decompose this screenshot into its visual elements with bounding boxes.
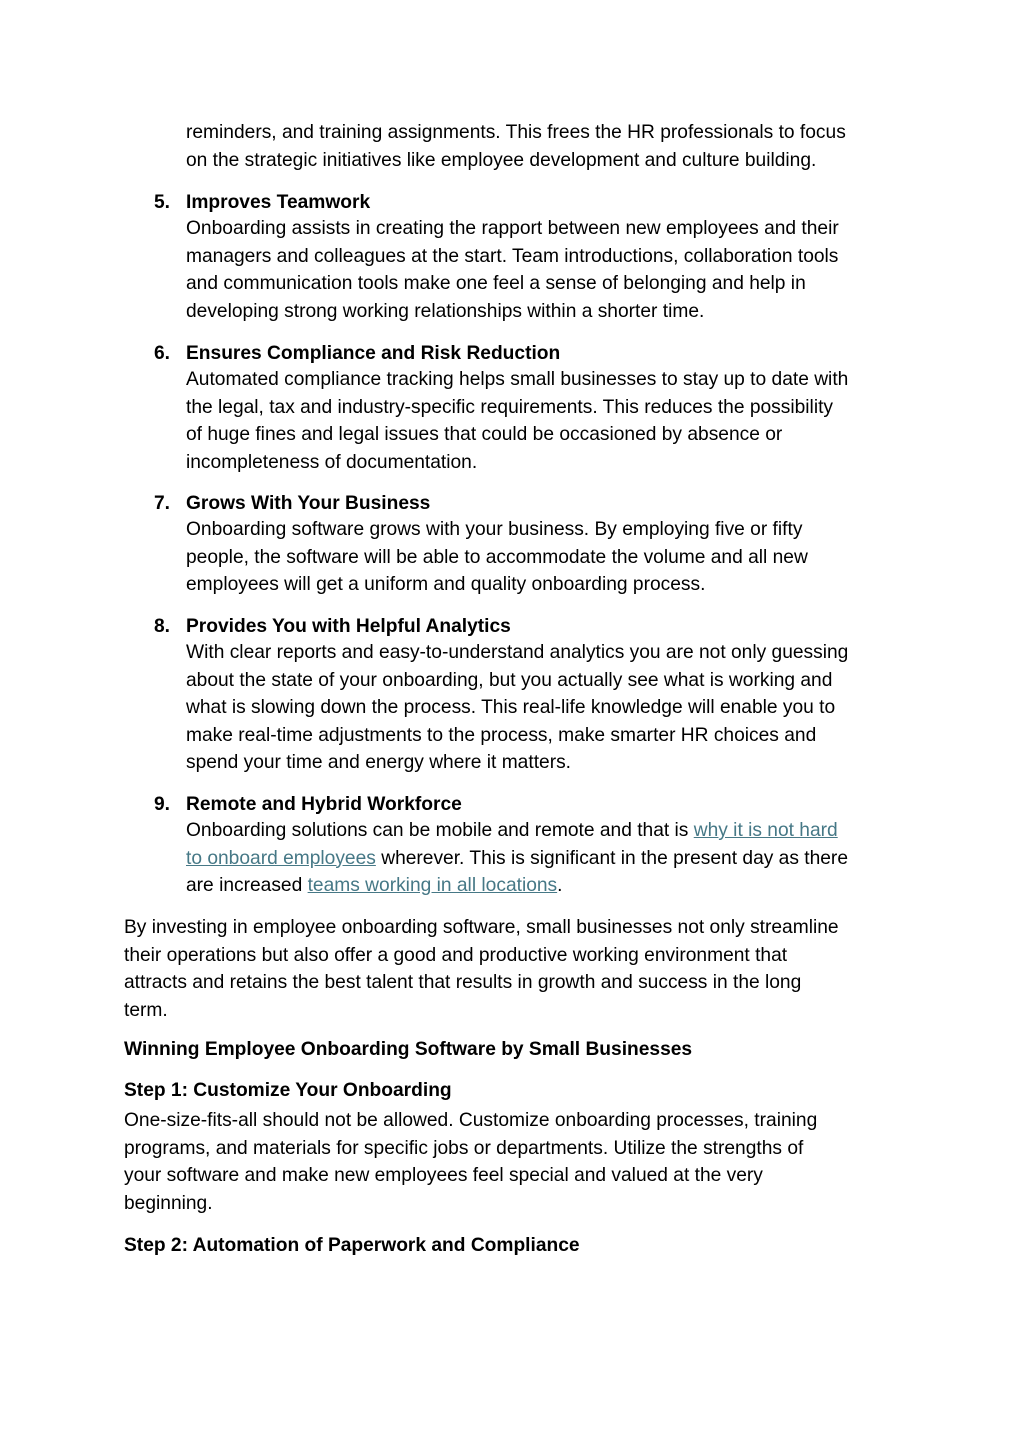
text-line: reminders, and training assignments. This frees the HR professionals to focus — [186, 122, 846, 143]
text-line — [186, 817, 906, 845]
text-line: the legal, tax and industry-specific requirements. This reduces the possibility — [186, 396, 834, 418]
section-heading: Winning Employee Onboarding Software by Small Businesses — [124, 1039, 693, 1060]
text-line — [186, 845, 906, 873]
text-line: With clear reports and easy-to-understand analytics you are not only guessing — [186, 642, 849, 663]
list-item-title: Ensures Compliance and Risk Reduction — [186, 343, 561, 364]
text-line: about the state of your onboarding, but you actually see what is working and — [186, 669, 833, 691]
list-number: 9. — [154, 794, 171, 815]
list-number: 5. — [154, 192, 171, 213]
text-segment: are increased — [186, 875, 308, 896]
list-item-body — [186, 516, 906, 599]
text-segment: . — [557, 875, 563, 896]
text-line: term. — [124, 999, 168, 1021]
continuation-paragraph — [186, 119, 906, 174]
list-item-body — [186, 639, 906, 777]
list-number: 8. — [154, 616, 171, 637]
text-segment: Onboarding solutions can be mobile and remote and that is — [186, 820, 694, 841]
text-line: developing strong working relationships within a shorter time. — [186, 300, 705, 322]
text-line — [186, 872, 906, 900]
text-line: Onboarding software grows with your business. By employing five or fifty — [186, 519, 803, 540]
text-line: By investing in employee onboarding software, small businesses not only streamline — [124, 917, 839, 938]
list-item-body — [186, 366, 906, 476]
text-line: your software and make new employees feel special and valued at the very — [124, 1165, 763, 1186]
text-line: and communication tools make one feel a sense of belonging and help in — [186, 273, 806, 294]
text-line: managers and colleagues at the start. Team introductions, collaboration tools — [186, 245, 839, 267]
text-line: of huge fines and legal issues that could be occasioned by absence or — [186, 424, 783, 445]
link-why-not-hard-to-onboard[interactable]: why it is not hard — [693, 820, 838, 841]
step-1-heading: Step 1: Customize Your Onboarding — [124, 1080, 452, 1101]
text-line: make real-time adjustments to the process, make smarter HR choices and — [186, 724, 817, 746]
list-item-title: Improves Teamwork — [186, 192, 371, 213]
text-line: what is slowing down the process. This real-life knowledge will enable you to — [186, 697, 836, 718]
link-teams-working-all-locations[interactable]: teams working in all locations — [307, 875, 558, 896]
text-line: their operations but also offer a good and productive working environment that — [124, 944, 788, 966]
text-line: people, the software will be able to accommodate the volume and all new — [186, 546, 808, 568]
text-line: One-size-fits-all should not be allowed. Customize onboarding processes, training — [124, 1110, 818, 1131]
list-number: 6. — [154, 343, 171, 364]
text-line: beginning. — [124, 1192, 213, 1214]
text-line: Automated compliance tracking helps small businesses to stay up to date with — [186, 369, 849, 390]
text-line: Onboarding assists in creating the rapport between new employees and their — [186, 218, 839, 239]
text-line: attracts and retains the best talent that results in growth and success in the long — [124, 972, 802, 993]
link-why-not-hard-to-onboard-cont[interactable]: to onboard employees — [186, 847, 376, 869]
text-line: programs, and materials for specific jobs or departments. Utilize the strengths of — [124, 1137, 804, 1159]
text-line: on the strategic initiatives like employee development and culture building. — [186, 149, 817, 171]
list-number: 7. — [154, 493, 171, 514]
text-line: incompleteness of documentation. — [186, 451, 478, 473]
step-1-body — [124, 1107, 904, 1217]
text-line: spend your time and energy where it matters. — [186, 752, 572, 773]
closing-paragraph — [124, 914, 904, 1024]
list-item-body — [186, 215, 906, 325]
list-item-title: Remote and Hybrid Workforce — [186, 794, 462, 815]
step-2-heading: Step 2: Automation of Paperwork and Compliance — [124, 1235, 580, 1256]
list-item-body — [186, 817, 906, 900]
list-item-title: Provides You with Helpful Analytics — [186, 616, 511, 637]
list-item-title: Grows With Your Business — [186, 493, 431, 514]
text-line: employees will get a uniform and quality onboarding process. — [186, 574, 706, 595]
text-segment: wherever. This is significant in the present day as there — [375, 847, 848, 869]
